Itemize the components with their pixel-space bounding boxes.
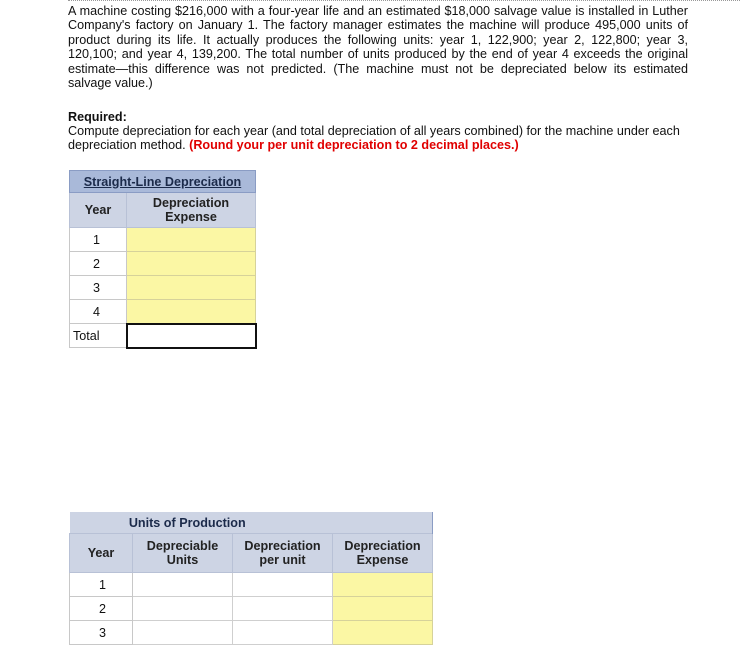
uop-expense-input-year-3[interactable] — [333, 621, 433, 645]
sl-expense-header-text: Depreciation Expense — [152, 196, 230, 224]
sl-expense-header — [127, 193, 256, 228]
straight-line-caption: Straight-Line Depreciation — [70, 171, 256, 193]
uop-expense-header: Depreciation Expense — [333, 534, 433, 573]
table-row — [70, 228, 256, 252]
sl-year-cell: 1 — [70, 228, 127, 252]
required-heading: Required: — [68, 110, 127, 124]
uop-year-header: Year — [70, 534, 133, 573]
units-of-production-table — [69, 512, 433, 645]
straight-line-table — [69, 170, 257, 349]
sl-expense-input-year-2[interactable] — [127, 252, 256, 276]
uop-units-header: Depreciable Units — [133, 534, 233, 573]
sl-expense-input-year-3[interactable] — [127, 276, 256, 300]
table-row — [70, 621, 433, 645]
table-row — [70, 324, 256, 348]
required-instructions — [68, 124, 690, 153]
uop-expense-input-year-1[interactable] — [333, 573, 433, 597]
sl-year-cell: 3 — [70, 276, 127, 300]
uop-per-unit-input-year-3[interactable] — [233, 621, 333, 645]
table-row — [70, 252, 256, 276]
sl-expense-input-year-4[interactable] — [127, 300, 256, 324]
uop-year-cell: 3 — [70, 621, 133, 645]
uop-units-input-year-3[interactable] — [133, 621, 233, 645]
uop-per-unit-header: Depreciation per unit — [233, 534, 333, 573]
required-text: Compute depreciation for each year (and total depreciation of all years combined) for the machine under each depreciation method. — [68, 124, 680, 153]
sl-total-input[interactable] — [127, 324, 256, 348]
sl-year-cell: 2 — [70, 252, 127, 276]
table-row — [70, 300, 256, 324]
sl-total-label: Total — [70, 324, 127, 348]
uop-caption: Units of Production — [133, 512, 433, 534]
uop-units-input-year-2[interactable] — [133, 597, 233, 621]
top-divider — [68, 0, 740, 1]
uop-caption-spacer — [70, 512, 133, 534]
uop-units-input-year-1[interactable] — [133, 573, 233, 597]
sl-expense-input-year-1[interactable] — [127, 228, 256, 252]
sl-year-cell: 4 — [70, 300, 127, 324]
uop-year-cell: 2 — [70, 597, 133, 621]
sl-year-header: Year — [70, 193, 127, 228]
problem-statement: A machine costing $216,000 with a four-year life and an estimated $18,000 salvage value is installed in Luther Company's factory on January 1. The factory manager estimates the machine will produce 495,000 units of product during its life. It actually produces the following units: year 1, 122,900; year 2, 122,800; year 3, 120,100; and year 4, 139,200. The total number of units produced by the end of year 4 exceeds the original estimate—this difference was not predicted. (The machine must not be depreciated below its estimated salvage value.) — [68, 4, 688, 91]
table-row — [70, 573, 433, 597]
uop-expense-input-year-2[interactable] — [333, 597, 433, 621]
table-row — [70, 276, 256, 300]
table-row — [70, 597, 433, 621]
uop-year-cell: 1 — [70, 573, 133, 597]
uop-per-unit-input-year-2[interactable] — [233, 597, 333, 621]
uop-per-unit-input-year-1[interactable] — [233, 573, 333, 597]
rounding-note: (Round your per unit depreciation to 2 decimal places.) — [189, 138, 519, 153]
